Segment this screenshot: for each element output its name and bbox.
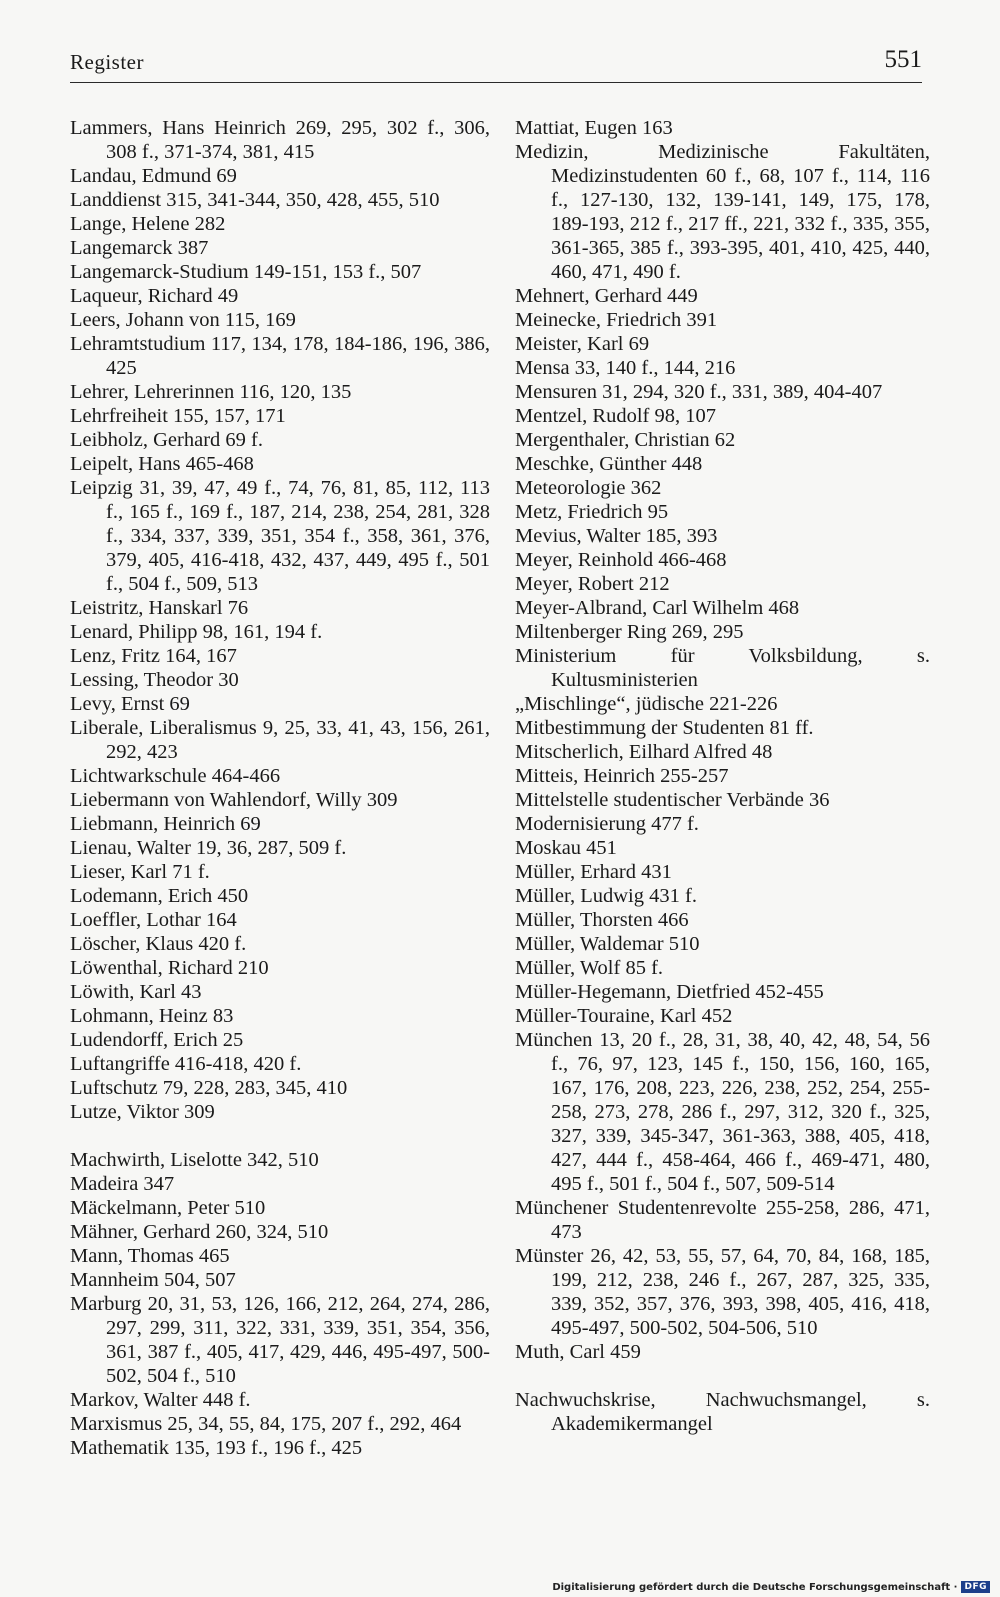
- index-entry: Mensuren 31, 294, 320 f., 331, 389, 404-407: [515, 381, 883, 403]
- index-entry: Mitscherlich, Eilhard Alfred 48: [515, 741, 773, 763]
- index-entry: Löwith, Karl 43: [70, 981, 202, 1003]
- index-entry: Lutze, Viktor 309: [70, 1101, 215, 1123]
- index-column-right: [515, 116, 930, 1436]
- index-entry: Löwenthal, Richard 210: [70, 957, 269, 979]
- index-entry: Langemarck 387: [70, 237, 209, 259]
- index-entry: Liebmann, Heinrich 69: [70, 813, 261, 835]
- index-entry: Leibholz, Gerhard 69 f.: [70, 429, 263, 451]
- index-entry: Lodemann, Erich 450: [70, 885, 249, 907]
- index-entry: Mann, Thomas 465: [70, 1245, 230, 1267]
- index-entry: Meinecke, Friedrich 391: [515, 309, 718, 331]
- index-entry: Münchener Studentenrevolte 255-258, 286, 471, 473: [515, 1197, 930, 1243]
- index-entry: Münster 26, 42, 53, 55, 57, 64, 70, 84, 168, 185, 199, 212, 238, 246 f., 267, 287, 325, 335, 339, 352, 357, 376, 393, 398, 405, 416, 418, 495-497, 500-502, 504-506, 510: [515, 1245, 930, 1339]
- section-gap: [70, 1124, 490, 1148]
- index-entry: Liebermann von Wahlendorf, Willy 309: [70, 789, 398, 811]
- index-entry: Meyer-Albrand, Carl Wilhelm 468: [515, 597, 800, 619]
- index-entry: Moskau 451: [515, 837, 617, 859]
- index-entry: Müller-Hegemann, Dietfried 452-455: [515, 981, 824, 1003]
- index-entry: Luftschutz 79, 228, 283, 345, 410: [70, 1077, 348, 1099]
- index-entry: Müller, Ludwig 431 f.: [515, 885, 697, 907]
- index-entry: Meteorologie 362: [515, 477, 662, 499]
- index-entry: Müller, Erhard 431: [515, 861, 672, 883]
- index-entry: Mattiat, Eugen 163: [515, 117, 673, 139]
- index-entry: München 13, 20 f., 28, 31, 38, 40, 42, 48, 54, 56 f., 76, 97, 123, 145 f., 150, 156, 160, 165, 167, 176, 208, 223, 226, 238, 252, 254, 255-258, 273, 278, 286 f., 297, 312, 320 f., 325, 327, 339, 345-347, 361-363, 388, 405, 418, 427, 444 f., 458-464, 466 f., 469-471, 480, 495 f., 501 f., 504 f., 507, 509-514: [515, 1029, 930, 1195]
- index-entry: Mergenthaler, Christian 62: [515, 429, 736, 451]
- index-entry: Mitteis, Heinrich 255-257: [515, 765, 729, 787]
- index-entry: Lessing, Theodor 30: [70, 669, 239, 691]
- index-entry: Mentzel, Rudolf 98, 107: [515, 405, 716, 427]
- dfg-logo: DFG: [961, 1581, 990, 1593]
- index-entry: Leistritz, Hanskarl 76: [70, 597, 249, 619]
- index-entry: Müller, Wolf 85 f.: [515, 957, 664, 979]
- index-entry: Miltenberger Ring 269, 295: [515, 621, 744, 643]
- footer-text: Digitalisierung gefördert durch die Deutsche Forschungsgemeinschaft ·: [552, 1581, 958, 1593]
- index-entry: Lieser, Karl 71 f.: [70, 861, 210, 883]
- index-entry: Liberale, Liberalismus 9, 25, 33, 41, 43, 156, 261, 292, 423: [70, 717, 490, 763]
- index-entry: Leipzig 31, 39, 47, 49 f., 74, 76, 81, 85, 112, 113 f., 165 f., 169 f., 187, 214, 238, 254, 281, 328 f., 334, 337, 339, 351, 354 f., 358, 361, 376, 379, 405, 416-418, 432, 437, 449, 495 f., 501 f., 504 f., 509, 513: [70, 477, 490, 595]
- index-entry: Meyer, Reinhold 466-468: [515, 549, 727, 571]
- index-entry: Muth, Carl 459: [515, 1341, 641, 1363]
- index-entry: Landau, Edmund 69: [70, 165, 237, 187]
- index-entry: Langemarck-Studium 149-151, 153 f., 507: [70, 261, 422, 283]
- index-entry: „Mischlinge“, jüdische 221-226: [515, 693, 778, 715]
- index-entry: Mathematik 135, 193 f., 196 f., 425: [70, 1437, 363, 1459]
- index-entry: Luftangriffe 416-418, 420 f.: [70, 1053, 302, 1075]
- index-entry: Machwirth, Liselotte 342, 510: [70, 1149, 319, 1171]
- index-entry: Modernisierung 477 f.: [515, 813, 699, 835]
- index-entry: Müller, Thorsten 466: [515, 909, 689, 931]
- index-entry: Mähner, Gerhard 260, 324, 510: [70, 1221, 329, 1243]
- index-entry: Lange, Helene 282: [70, 213, 226, 235]
- index-entry: Leipelt, Hans 465-468: [70, 453, 254, 475]
- index-column-left: [70, 116, 490, 1460]
- index-entry: Loeffler, Lothar 164: [70, 909, 237, 931]
- index-entry: Marburg 20, 31, 53, 126, 166, 212, 264, 274, 286, 297, 299, 311, 322, 331, 339, 351, 354, 356, 361, 387 f., 405, 417, 429, 446, 495-497, 500-502, 504 f., 510: [70, 1293, 490, 1387]
- index-entry: Mevius, Walter 185, 393: [515, 525, 718, 547]
- index-entry: Mitbestimmung der Studenten 81 ff.: [515, 717, 814, 739]
- index-entry: Lammers, Hans Heinrich 269, 295, 302 f., 306, 308 f., 371-374, 381, 415: [70, 117, 490, 163]
- index-entry: Mehnert, Gerhard 449: [515, 285, 698, 307]
- index-entry: Marxismus 25, 34, 55, 84, 175, 207 f., 292, 464: [70, 1413, 462, 1435]
- index-entry: Meschke, Günther 448: [515, 453, 703, 475]
- index-entry: Lenard, Philipp 98, 161, 194 f.: [70, 621, 323, 643]
- index-entry: Meister, Karl 69: [515, 333, 650, 355]
- index-entry: Mannheim 504, 507: [70, 1269, 236, 1291]
- page-number: 551: [884, 46, 922, 73]
- index-entry: Lehramtstudium 117, 134, 178, 184-186, 196, 386, 425: [70, 333, 490, 379]
- index-entry: Lehrer, Lehrerinnen 116, 120, 135: [70, 381, 352, 403]
- index-entry: Landdienst 315, 341-344, 350, 428, 455, 510: [70, 189, 440, 211]
- index-entry: Madeira 347: [70, 1173, 175, 1195]
- page-header: [70, 46, 922, 83]
- index-entry: Levy, Ernst 69: [70, 693, 190, 715]
- index-entry: Lichtwarkschule 464-466: [70, 765, 281, 787]
- footer-credit: [552, 1581, 990, 1593]
- index-entry: Markov, Walter 448 f.: [70, 1389, 251, 1411]
- index-entry: Meyer, Robert 212: [515, 573, 670, 595]
- index-entry: Lohmann, Heinz 83: [70, 1005, 234, 1027]
- index-entry: Lienau, Walter 19, 36, 287, 509 f.: [70, 837, 347, 859]
- index-entry: Lenz, Fritz 164, 167: [70, 645, 237, 667]
- index-entry: Medizin, Medizinische Fakultäten, Medizinstudenten 60 f., 68, 107 f., 114, 116 f., 127-130, 132, 139-141, 149, 175, 178, 189-193, 212 f., 217 ff., 221, 332 f., 335, 355, 361-365, 385 f., 393-395, 401, 410, 425, 440, 460, 471, 490 f.: [515, 141, 930, 283]
- index-entry: Mäckelmann, Peter 510: [70, 1197, 266, 1219]
- index-entry: Müller, Waldemar 510: [515, 933, 700, 955]
- section-gap: [515, 1364, 930, 1388]
- index-entry: Ludendorff, Erich 25: [70, 1029, 244, 1051]
- index-entry: Leers, Johann von 115, 169: [70, 309, 296, 331]
- index-entry: Laqueur, Richard 49: [70, 285, 239, 307]
- running-title: Register: [70, 50, 144, 74]
- index-entry: Mittelstelle studentischer Verbände 36: [515, 789, 830, 811]
- index-entry: Ministerium für Volksbildung, s. Kultusministerien: [515, 645, 930, 691]
- index-entry: Metz, Friedrich 95: [515, 501, 669, 523]
- index-entry: Mensa 33, 140 f., 144, 216: [515, 357, 736, 379]
- index-entry: Müller-Touraine, Karl 452: [515, 1005, 733, 1027]
- index-entry: Nachwuchskrise, Nachwuchsmangel, s. Akademikermangel: [515, 1389, 930, 1435]
- index-entry: Lehrfreiheit 155, 157, 171: [70, 405, 286, 427]
- index-entry: Löscher, Klaus 420 f.: [70, 933, 247, 955]
